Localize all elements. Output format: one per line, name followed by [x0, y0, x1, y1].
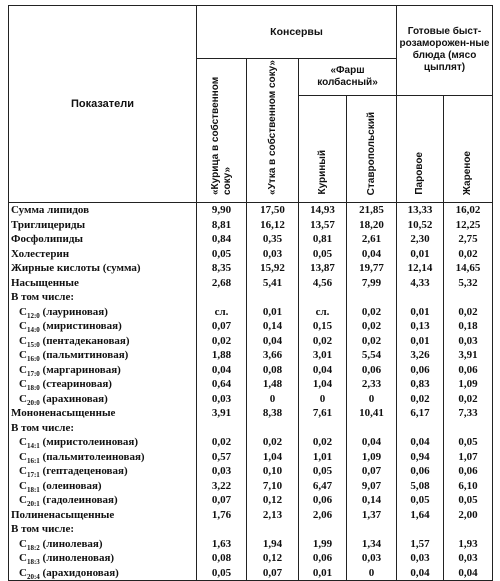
- column-chicken-own-juice: «Курица в собственном соку»: [197, 59, 247, 203]
- value-cell: 0,64: [197, 377, 247, 392]
- value-cell: [299, 421, 347, 436]
- table-row: [9, 392, 493, 407]
- value-cell: 0,02: [299, 334, 347, 349]
- value-cell: 0,03: [444, 551, 493, 566]
- table-row: [9, 276, 493, 291]
- table-row: [9, 435, 493, 450]
- acid-symbol: C: [19, 436, 27, 449]
- row-label: [9, 392, 197, 407]
- acid-subscript: 16:0: [26, 355, 40, 363]
- indicators-header: Показатели: [9, 6, 197, 203]
- row-label-text: В том числе:: [11, 523, 75, 536]
- value-cell: 0,05: [299, 247, 347, 262]
- column-fried: Жареное: [444, 95, 493, 202]
- row-label-text: (стеариновая): [39, 378, 112, 391]
- row-label-text: Холестерин: [11, 247, 70, 260]
- value-cell: 0,04: [397, 435, 444, 450]
- table-row: [9, 551, 493, 566]
- value-cell: [299, 290, 347, 305]
- value-cell: 0: [299, 392, 347, 407]
- row-label-text: (олеиновая): [39, 479, 102, 492]
- value-cell: 0,03: [197, 392, 247, 407]
- table-row: [9, 522, 493, 537]
- row-label-text: (миристиновая): [39, 320, 122, 333]
- acid-symbol: C: [19, 392, 27, 405]
- column-duck-own-juice: «Утка в собственном соку»: [247, 59, 299, 203]
- acid-symbol: C: [19, 552, 27, 565]
- value-cell: 16,12: [247, 218, 299, 233]
- value-cell: 0,04: [397, 566, 444, 581]
- acid-symbol: C: [19, 494, 27, 507]
- row-label: [9, 218, 197, 233]
- row-label: [9, 290, 197, 305]
- value-cell: 21,85: [347, 203, 397, 218]
- value-cell: 0,07: [347, 464, 397, 479]
- value-cell: 0,06: [299, 493, 347, 508]
- row-label-text: (линолевая): [39, 537, 103, 550]
- acid-symbol: C: [19, 378, 27, 391]
- value-cell: 1,48: [247, 377, 299, 392]
- value-cell: 0,08: [247, 363, 299, 378]
- value-cell: 0,01: [299, 566, 347, 581]
- row-label: [9, 464, 197, 479]
- value-cell: 2,00: [444, 508, 493, 523]
- value-cell: [347, 522, 397, 537]
- value-cell: 0,01: [397, 334, 444, 349]
- value-cell: 12,25: [444, 218, 493, 233]
- value-cell: 0,01: [247, 305, 299, 320]
- value-cell: 0,14: [347, 493, 397, 508]
- acid-symbol: C: [19, 334, 27, 347]
- value-cell: 1,64: [397, 508, 444, 523]
- value-cell: 0,05: [299, 464, 347, 479]
- row-label: [9, 566, 197, 581]
- row-label-text: Мононенасыщенные: [11, 407, 116, 420]
- acid-subscript: 16:1: [26, 456, 40, 464]
- row-label: [9, 508, 197, 523]
- acid-subscript: 17:0: [26, 369, 40, 377]
- value-cell: 0,05: [444, 435, 493, 450]
- value-cell: [247, 421, 299, 436]
- value-cell: 0,02: [397, 392, 444, 407]
- lipid-composition-table: [8, 5, 493, 581]
- row-label-text: (линоленовая): [39, 552, 115, 565]
- value-cell: 1,99: [299, 537, 347, 552]
- value-cell: [347, 421, 397, 436]
- value-cell: 5,54: [347, 348, 397, 363]
- value-cell: 0,57: [197, 450, 247, 465]
- value-cell: 3,01: [299, 348, 347, 363]
- value-cell: [247, 290, 299, 305]
- value-cell: 9,90: [197, 203, 247, 218]
- row-label-text: (пентадекановая): [39, 334, 130, 347]
- value-cell: 0,02: [347, 334, 397, 349]
- acid-subscript: 14:1: [26, 442, 40, 450]
- value-cell: 0,06: [397, 363, 444, 378]
- value-cell: 0,03: [444, 334, 493, 349]
- value-cell: 0,06: [444, 464, 493, 479]
- row-label: [9, 435, 197, 450]
- value-cell: 0,01: [397, 247, 444, 262]
- value-cell: 18,20: [347, 218, 397, 233]
- value-cell: 0,83: [397, 377, 444, 392]
- value-cell: 0,02: [444, 305, 493, 320]
- table-row: [9, 464, 493, 479]
- value-cell: 10,52: [397, 218, 444, 233]
- acid-subscript: 18:1: [26, 485, 40, 493]
- value-cell: 14,65: [444, 261, 493, 276]
- value-cell: 2,68: [197, 276, 247, 291]
- value-cell: 1,88: [197, 348, 247, 363]
- value-cell: [197, 421, 247, 436]
- table-row: [9, 363, 493, 378]
- acid-subscript: 20:4: [26, 572, 40, 581]
- table-row: [9, 421, 493, 436]
- value-cell: 13,33: [397, 203, 444, 218]
- value-cell: 1,01: [299, 450, 347, 465]
- value-cell: [444, 522, 493, 537]
- row-label: [9, 305, 197, 320]
- table-row: [9, 537, 493, 552]
- value-cell: 0,02: [299, 435, 347, 450]
- value-cell: 6,17: [397, 406, 444, 421]
- value-cell: 10,41: [347, 406, 397, 421]
- value-cell: 15,92: [247, 261, 299, 276]
- table-row: [9, 232, 493, 247]
- value-cell: сл.: [197, 305, 247, 320]
- value-cell: 0,07: [247, 566, 299, 581]
- row-label: [9, 493, 197, 508]
- value-cell: 0: [247, 392, 299, 407]
- value-cell: [397, 421, 444, 436]
- row-label: [9, 319, 197, 334]
- acid-symbol: C: [19, 450, 27, 463]
- acid-subscript: 14:0: [26, 326, 40, 334]
- value-cell: 0,15: [299, 319, 347, 334]
- value-cell: 0,02: [347, 305, 397, 320]
- table-row: [9, 479, 493, 494]
- table-row: [9, 508, 493, 523]
- value-cell: 1,07: [444, 450, 493, 465]
- value-cell: 0,08: [197, 551, 247, 566]
- value-cell: 2,06: [299, 508, 347, 523]
- value-cell: 0,14: [247, 319, 299, 334]
- table-row: [9, 319, 493, 334]
- table-row: [9, 450, 493, 465]
- acid-symbol: C: [19, 349, 27, 362]
- row-label: [9, 537, 197, 552]
- row-label: [9, 377, 197, 392]
- value-cell: 0,05: [397, 493, 444, 508]
- value-cell: 0,02: [347, 319, 397, 334]
- value-cell: 1,63: [197, 537, 247, 552]
- row-label: [9, 522, 197, 537]
- value-cell: 0: [347, 566, 397, 581]
- value-cell: 0,04: [444, 566, 493, 581]
- value-cell: 0,06: [397, 464, 444, 479]
- table-row: [9, 290, 493, 305]
- value-cell: 2,61: [347, 232, 397, 247]
- row-label: [9, 247, 197, 262]
- value-cell: 2,33: [347, 377, 397, 392]
- value-cell: 3,22: [197, 479, 247, 494]
- value-cell: 2,75: [444, 232, 493, 247]
- column-steamed: Паровое: [397, 95, 444, 202]
- value-cell: сл.: [299, 305, 347, 320]
- table-row: [9, 377, 493, 392]
- value-cell: 0,94: [397, 450, 444, 465]
- value-cell: 9,07: [347, 479, 397, 494]
- value-cell: [347, 290, 397, 305]
- value-cell: [247, 522, 299, 537]
- row-label: [9, 421, 197, 436]
- row-label: [9, 276, 197, 291]
- value-cell: 7,61: [299, 406, 347, 421]
- value-cell: 0,02: [247, 435, 299, 450]
- value-cell: 1,09: [347, 450, 397, 465]
- value-cell: [444, 290, 493, 305]
- value-cell: 7,10: [247, 479, 299, 494]
- value-cell: 0,04: [247, 334, 299, 349]
- value-cell: [197, 290, 247, 305]
- row-label-text: Сумма липидов: [11, 204, 90, 217]
- value-cell: 0,06: [444, 363, 493, 378]
- acid-symbol: C: [19, 479, 27, 492]
- value-cell: 7,33: [444, 406, 493, 421]
- row-label-text: (пальмитиновая): [39, 349, 129, 362]
- value-cell: 3,91: [444, 348, 493, 363]
- value-cell: 3,66: [247, 348, 299, 363]
- row-label-text: (лауриновая): [39, 305, 108, 318]
- row-label: [9, 551, 197, 566]
- value-cell: 8,81: [197, 218, 247, 233]
- value-cell: 17,50: [247, 203, 299, 218]
- table-row: [9, 218, 493, 233]
- value-cell: [444, 421, 493, 436]
- row-label-text: (арахиновая): [39, 392, 108, 405]
- value-cell: 2,13: [247, 508, 299, 523]
- row-label-text: Жирные кислоты (сумма): [11, 262, 141, 275]
- value-cell: 1,34: [347, 537, 397, 552]
- table-row: [9, 261, 493, 276]
- value-cell: 5,32: [444, 276, 493, 291]
- row-label: [9, 450, 197, 465]
- row-label-text: Триглицериды: [11, 218, 86, 231]
- row-label: [9, 406, 197, 421]
- acid-symbol: C: [19, 320, 27, 333]
- value-cell: 5,41: [247, 276, 299, 291]
- table-body: [9, 203, 493, 581]
- value-cell: 7,99: [347, 276, 397, 291]
- value-cell: 1,37: [347, 508, 397, 523]
- acid-subscript: 18:3: [26, 558, 40, 566]
- value-cell: 0,05: [444, 493, 493, 508]
- value-cell: 0,05: [197, 566, 247, 581]
- column-stavropol-pate: Ставропольский: [347, 95, 397, 202]
- table-row: [9, 566, 493, 581]
- value-cell: 0: [347, 392, 397, 407]
- value-cell: 3,91: [197, 406, 247, 421]
- value-cell: 0,12: [247, 551, 299, 566]
- row-label-text: Полиненасыщенные: [11, 508, 115, 521]
- value-cell: 13,57: [299, 218, 347, 233]
- value-cell: [299, 522, 347, 537]
- value-cell: 0,84: [197, 232, 247, 247]
- value-cell: 0,04: [347, 435, 397, 450]
- table-header: [9, 6, 493, 203]
- value-cell: 1,57: [397, 537, 444, 552]
- sausage-pate-header: «Фарш колбасный»: [299, 59, 397, 96]
- value-cell: 1,09: [444, 377, 493, 392]
- row-label: [9, 363, 197, 378]
- acid-subscript: 15:0: [26, 340, 40, 348]
- value-cell: 1,76: [197, 508, 247, 523]
- table-row: [9, 247, 493, 262]
- table-row: [9, 493, 493, 508]
- value-cell: [397, 290, 444, 305]
- value-cell: 0,10: [247, 464, 299, 479]
- value-cell: 1,04: [299, 377, 347, 392]
- canned-header: Консервы: [197, 6, 397, 59]
- value-cell: 8,35: [197, 261, 247, 276]
- value-cell: 0,12: [247, 493, 299, 508]
- value-cell: 1,04: [247, 450, 299, 465]
- value-cell: 0,02: [444, 247, 493, 262]
- value-cell: 1,93: [444, 537, 493, 552]
- row-label-text: Фосфолипиды: [11, 233, 83, 246]
- column-chicken-pate: Куриный: [299, 95, 347, 202]
- acid-symbol: C: [19, 305, 27, 318]
- row-label: [9, 203, 197, 218]
- value-cell: 8,38: [247, 406, 299, 421]
- acid-subscript: 17:1: [26, 471, 40, 479]
- value-cell: 19,77: [347, 261, 397, 276]
- value-cell: 0,13: [397, 319, 444, 334]
- value-cell: 0,04: [299, 363, 347, 378]
- value-cell: 0,02: [197, 435, 247, 450]
- row-label-text: (арахидоновая): [39, 566, 119, 579]
- value-cell: 1,94: [247, 537, 299, 552]
- acid-subscript: 18:0: [26, 384, 40, 392]
- row-label-text: В том числе:: [11, 421, 75, 434]
- value-cell: 0,01: [397, 305, 444, 320]
- value-cell: 16,02: [444, 203, 493, 218]
- acid-subscript: 20:1: [26, 500, 40, 508]
- value-cell: 0,04: [197, 363, 247, 378]
- value-cell: 0,02: [444, 392, 493, 407]
- row-label-text: Насыщенные: [11, 276, 79, 289]
- value-cell: 0,06: [299, 551, 347, 566]
- value-cell: 12,14: [397, 261, 444, 276]
- value-cell: 0,06: [347, 363, 397, 378]
- acid-subscript: 20:0: [26, 398, 40, 406]
- table-row: [9, 305, 493, 320]
- value-cell: 5,08: [397, 479, 444, 494]
- value-cell: 3,26: [397, 348, 444, 363]
- row-label-text: (гадолеиновая): [39, 494, 118, 507]
- value-cell: 0,18: [444, 319, 493, 334]
- table-row: [9, 406, 493, 421]
- value-cell: 0,03: [397, 551, 444, 566]
- value-cell: 0,07: [197, 319, 247, 334]
- value-cell: 6,47: [299, 479, 347, 494]
- value-cell: 2,30: [397, 232, 444, 247]
- acid-subscript: 12:0: [26, 311, 40, 319]
- row-label: [9, 334, 197, 349]
- value-cell: 6,10: [444, 479, 493, 494]
- value-cell: 0,05: [197, 247, 247, 262]
- table-row: [9, 203, 493, 218]
- value-cell: [197, 522, 247, 537]
- row-label: [9, 261, 197, 276]
- value-cell: 0,04: [347, 247, 397, 262]
- row-label-text: (пальмитолеиновая): [39, 450, 145, 463]
- value-cell: 0,02: [197, 334, 247, 349]
- value-cell: 4,56: [299, 276, 347, 291]
- acid-symbol: C: [19, 465, 27, 478]
- row-label-text: (гептадеценовая): [39, 465, 128, 478]
- value-cell: [397, 522, 444, 537]
- value-cell: 0,07: [197, 493, 247, 508]
- value-cell: 0,81: [299, 232, 347, 247]
- acid-subscript: 18:2: [26, 543, 40, 551]
- value-cell: 0,03: [347, 551, 397, 566]
- value-cell: 14,93: [299, 203, 347, 218]
- acid-symbol: C: [19, 566, 27, 579]
- table-row: [9, 348, 493, 363]
- table-row: [9, 334, 493, 349]
- row-label: [9, 348, 197, 363]
- value-cell: 0,35: [247, 232, 299, 247]
- acid-symbol: C: [19, 363, 27, 376]
- value-cell: 13,87: [299, 261, 347, 276]
- row-label-text: (миристолеиновая): [39, 436, 139, 449]
- acid-symbol: C: [19, 537, 27, 550]
- row-label: [9, 479, 197, 494]
- row-label-text: (маргариновая): [39, 363, 121, 376]
- frozen-dishes-header: Готовые быст-розаморожен-ные блюда (мясо цыплят): [397, 6, 493, 96]
- value-cell: 0,03: [197, 464, 247, 479]
- value-cell: 4,33: [397, 276, 444, 291]
- row-label: [9, 232, 197, 247]
- row-label-text: В том числе:: [11, 291, 75, 304]
- value-cell: 0,03: [247, 247, 299, 262]
